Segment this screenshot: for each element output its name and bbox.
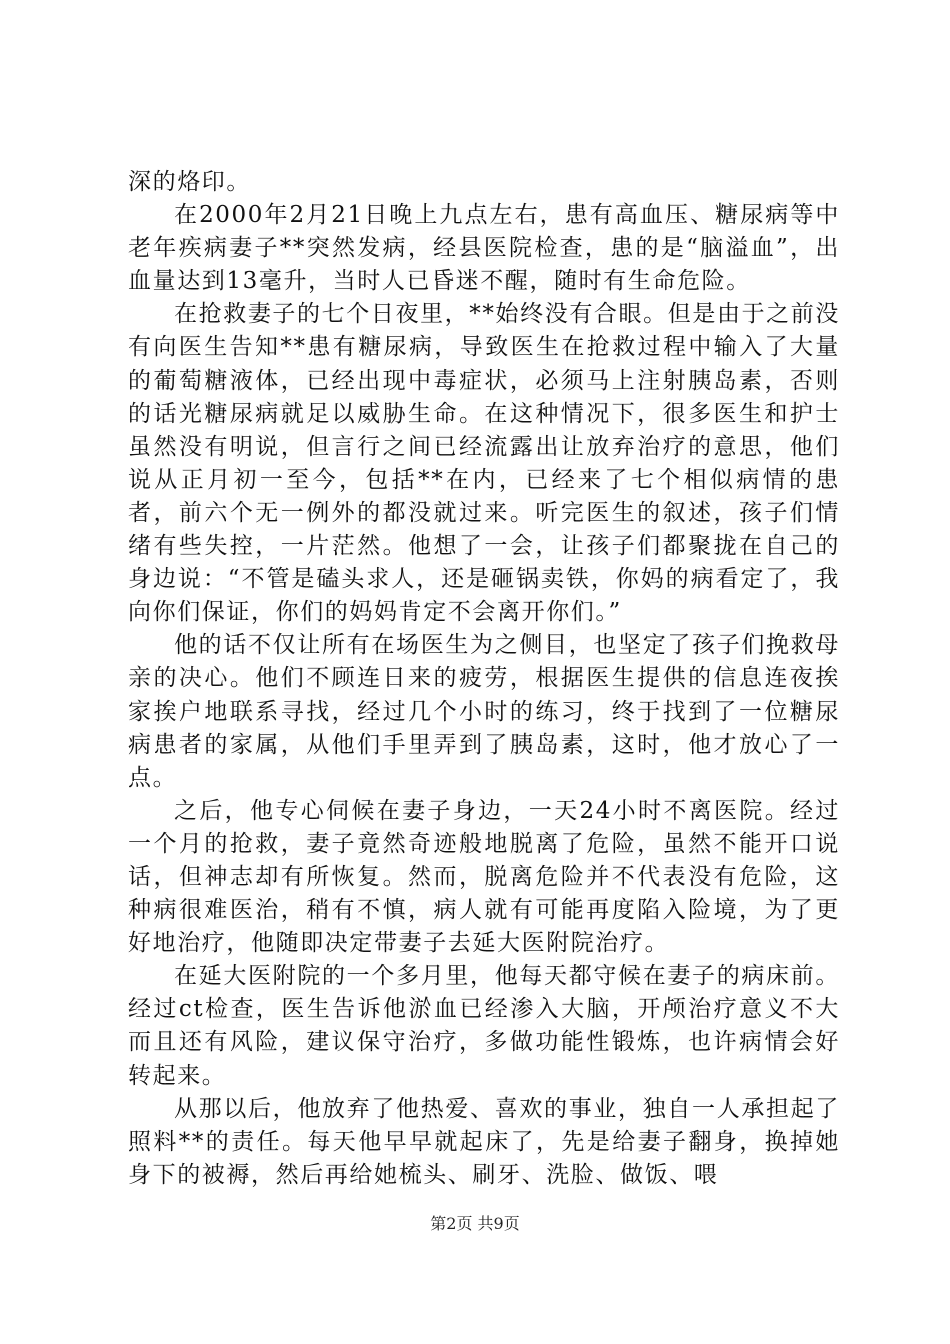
page-number-footer: 第2页 共9页 (430, 1214, 520, 1233)
paragraph-7: 从那以后，他放弃了他热爱、喜欢的事业，独自一人承担起了照料**的责任。每天他早早就起床了，先是给妻子翻身，换掉她身下的被褥，然后再给她梳头、刷牙、洗脸、做饭、喂 (128, 1095, 840, 1188)
paragraph-5: 之后，他专心伺候在妻子身边，一天24小时不离医院。经过一个月的抢救，妻子竟然奇迹般地脱离了危险，虽然不能开口说话，但神志却有所恢复。然而，脱离危险并不代表没有危险，这种病很难医治，稍有不慎，病人就有可能再度陷入险境，为了更好地治疗，他随即决定带妻子去延大医附院治疗。 (128, 797, 840, 957)
paragraph-1: 深的烙印。 (128, 169, 251, 195)
paragraph-3: 在抢救妻子的七个日夜里，**始终没有合眼。但是由于之前没有向医生告知**患有糖尿病，导致医生在抢救过程中输入了大量的葡萄糖液体，已经出现中毒症状，必须马上注射胰岛素，否则的话光糖尿病就足以威胁生命。在这种情况下，很多医生和护士虽然没有明说，但言行之间已经流露出让放弃治疗的意思，他们说从正月初一至今，包括**在内，已经来了七个相似病情的患者，前六个无一例外的都没就过来。听完医生的叙述，孩子们情绪有些失控，一片茫然。他想了一会，让孩子们都聚拢在自己的身边说：“不管是磕头求人，还是砸锅卖铁，你妈的病看定了，我向你们保证，你们的妈妈肯定不会离开你们。” (128, 301, 840, 626)
document-body (128, 166, 840, 1192)
paragraph-4: 他的话不仅让所有在场医生为之侧目，也坚定了孩子们挽救母亲的决心。他们不顾连日来的疲劳，根据医生提供的信息连夜挨家挨户地联系寻找，经过几个小时的练习，终于找到了一位糖尿病患者的家属，从他们手里弄到了胰岛素，这时，他才放心了一点。 (128, 632, 840, 791)
paragraph-2: 在2000年2月21日晚上九点左右，患有高血压、糖尿病等中老年疾病妻子**突然发病，经县医院检查，患的是“脑溢血”，出血量达到13毫升，当时人已昏迷不醒，随时有生命危险。 (128, 202, 840, 295)
paragraph-6: 在延大医附院的一个多月里，他每天都守候在妻子的病床前。经过ct检查，医生告诉他淤血已经渗入大脑，开颅治疗意义不大而且还有风险，建议保守治疗，多做功能性锻炼，也许病情会好转起来。 (128, 963, 840, 1089)
